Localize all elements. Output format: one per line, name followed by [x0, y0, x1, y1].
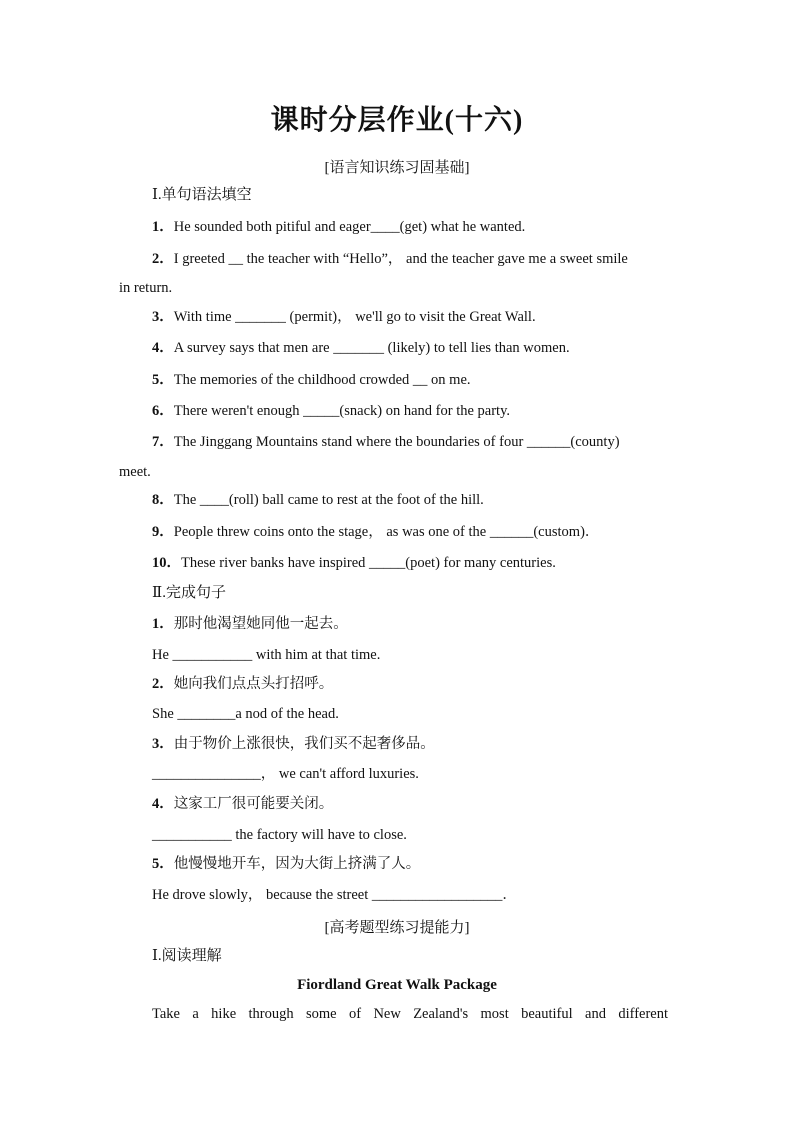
question-3	[152, 308, 672, 326]
question-number: 3．	[152, 309, 174, 325]
sentence-chinese-text: 这家工厂很可能要关闭。	[173, 796, 334, 812]
sentence-number: 1．	[152, 616, 174, 632]
sentence-number: 4．	[152, 796, 174, 812]
sentence-5-chinese	[152, 855, 672, 873]
question-number: 8．	[152, 492, 174, 508]
question-number: 1．	[152, 219, 174, 235]
section-complete-sentences: Ⅱ.完成句子	[152, 585, 226, 601]
question-7-continuation: meet.	[119, 464, 151, 480]
question-text: People threw coins onto the stage， as was one of the ______(custom)．	[173, 524, 600, 540]
part2-header: [高考题型练习提能力]	[324, 920, 470, 936]
sentence-1-chinese	[152, 615, 672, 633]
question-number: 9．	[152, 524, 174, 540]
sentence-number: 5．	[152, 856, 174, 872]
part1-header: [语言知识练习固基础]	[324, 160, 470, 176]
question-text: There weren't enough _____(snack) on hand for the party.	[173, 403, 511, 419]
page-title: 课时分层作业(十六)	[270, 105, 524, 136]
question-text: With time _______ (permit)， we'll go to visit the Great Wall.	[173, 309, 536, 325]
question-number: 5．	[152, 372, 174, 388]
question-6	[152, 402, 672, 420]
question-text: The Jinggang Mountains stand where the boundaries of four ______(county)	[173, 434, 620, 450]
question-10	[152, 554, 672, 572]
question-9	[152, 523, 672, 541]
question-text: He sounded both pitiful and eager____(get) what he wanted.	[173, 219, 526, 235]
question-number: 2．	[152, 251, 174, 267]
question-2-continuation: in return.	[119, 280, 173, 296]
question-number: 7．	[152, 434, 174, 450]
question-text: A survey says that men are _______ (likely) to tell lies than women.	[173, 340, 570, 356]
sentence-4-english: ___________ the factory will have to close.	[152, 827, 407, 843]
sentence-chinese-text: 那时他渴望她同他一起去。	[173, 616, 348, 632]
question-number: 4．	[152, 340, 174, 356]
question-number: 6．	[152, 403, 174, 419]
question-text: I greeted __ the teacher with “Hello”， and the teacher gave me a sweet smile	[173, 251, 628, 267]
sentence-3-chinese	[152, 735, 672, 753]
sentence-number: 3．	[152, 736, 174, 752]
sentence-number: 2．	[152, 676, 174, 692]
sentence-chinese-text: 她向我们点点头打招呼。	[173, 676, 334, 692]
question-text: The memories of the childhood crowded __ on me.	[173, 372, 471, 388]
sentence-2-chinese	[152, 675, 672, 693]
sentence-chinese-text: 他慢慢地开车，因为大街上挤满了人。	[173, 856, 421, 872]
question-number: 10．	[152, 555, 181, 571]
article-title: Fiordland Great Walk Package	[297, 977, 497, 993]
sentence-3-english: _______________， we can't afford luxuries.	[152, 766, 419, 782]
article-first-line: Take a hike through some of New Zealand's most beautiful and different	[152, 1006, 668, 1022]
question-4	[152, 339, 672, 357]
sentence-4-chinese	[152, 795, 672, 813]
sentence-2-english: She ________a nod of the head.	[152, 706, 339, 722]
question-text: The ____(roll) ball came to rest at the foot of the hill.	[173, 492, 484, 508]
sentence-chinese-text: 由于物价上涨很快，我们买不起奢侈品。	[173, 736, 435, 752]
question-1	[152, 218, 672, 236]
sentence-1-english: He ___________ with him at that time.	[152, 647, 381, 663]
question-8	[152, 491, 672, 509]
question-2	[152, 250, 672, 268]
section-grammar-fill: Ⅰ.单句语法填空	[152, 187, 252, 203]
section-reading: Ⅰ.阅读理解	[152, 948, 222, 964]
sentence-5-english: He drove slowly， because the street __________________．	[152, 887, 517, 903]
question-5	[152, 371, 672, 389]
question-text: These river banks have inspired _____(poet) for many centuries.	[181, 555, 556, 571]
question-7	[152, 433, 672, 451]
